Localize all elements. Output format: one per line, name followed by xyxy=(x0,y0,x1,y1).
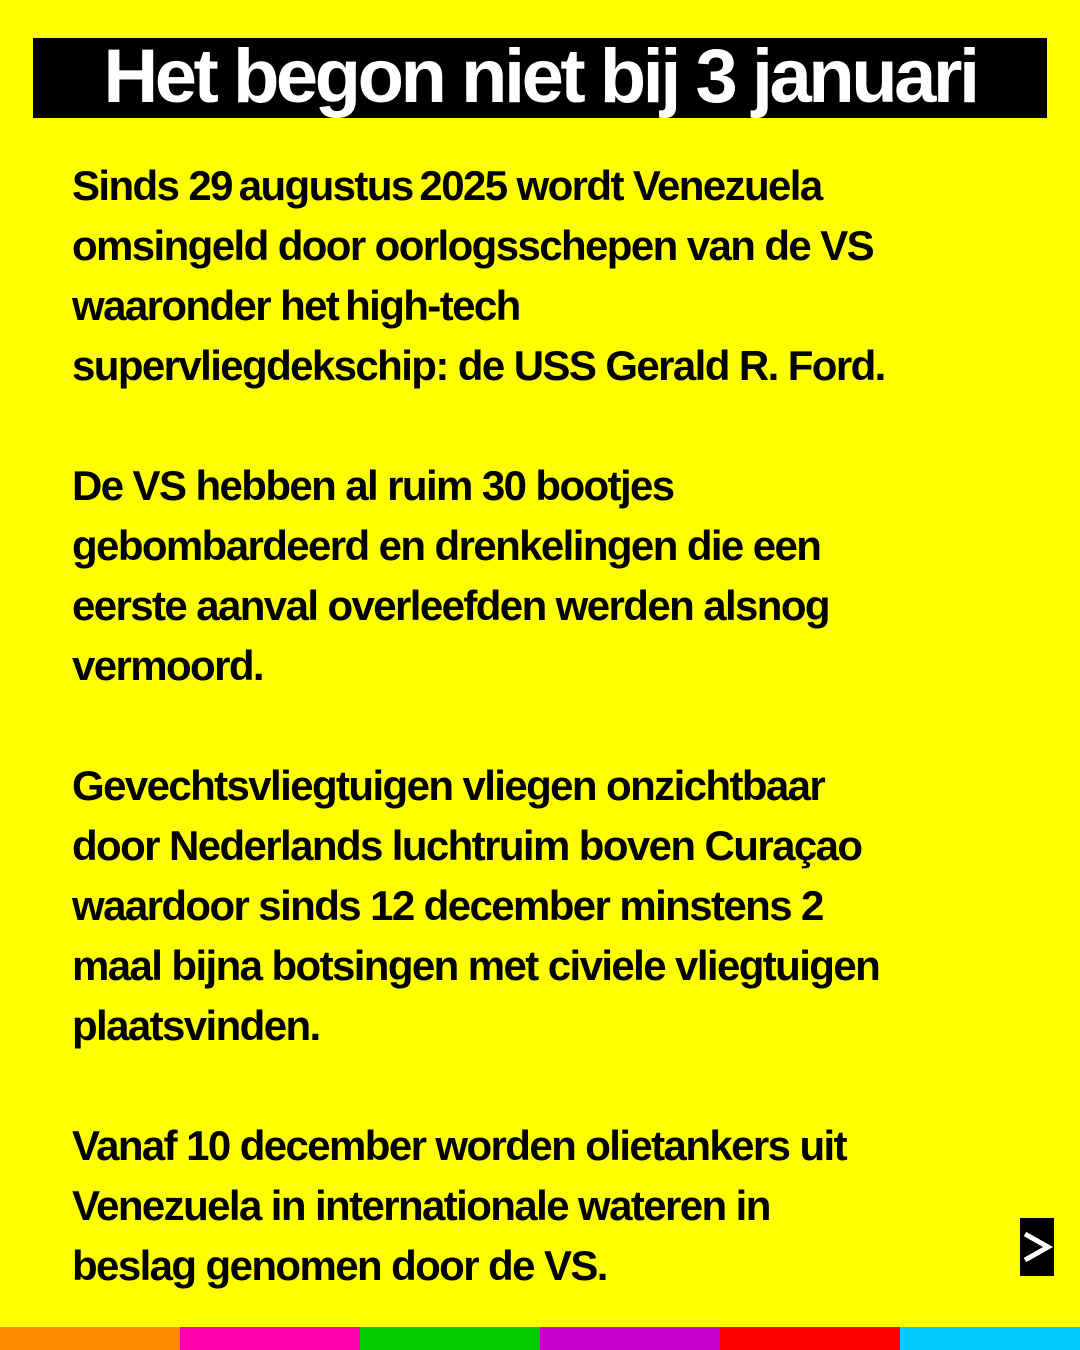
paragraph-line: waaronder het high-tech xyxy=(72,282,520,329)
paragraph-line: maal bijna botsingen met civiele vliegtuigen xyxy=(72,942,880,989)
paragraph-line: Venezuela in internationale wateren in xyxy=(72,1182,770,1229)
color-strip-segment xyxy=(0,1327,180,1350)
paragraph-line: beslag genomen door de VS. xyxy=(72,1242,607,1289)
color-strip-segment xyxy=(360,1327,540,1350)
color-strip xyxy=(0,1327,1080,1350)
paragraph-line: eerste aanval overleefden werden alsnog xyxy=(72,582,829,629)
paragraph-line: De VS hebben al ruim 30 bootjes xyxy=(72,462,674,509)
color-strip-segment xyxy=(720,1327,900,1350)
color-strip-segment xyxy=(180,1327,360,1350)
paragraph-line: omsingeld door oorlogsschepen van de VS xyxy=(72,222,874,269)
next-slide-button[interactable] xyxy=(1020,1218,1054,1276)
color-strip-segment xyxy=(900,1327,1080,1350)
body-text xyxy=(72,156,1012,1296)
paragraph-line: gebombardeerd en drenkelingen die een xyxy=(72,522,821,569)
paragraph-line: Vanaf 10 december worden olietankers uit xyxy=(72,1122,846,1169)
paragraph-boats xyxy=(72,456,1012,696)
paragraph-line: door Nederlands luchtruim boven Curaçao xyxy=(72,822,862,869)
title-bar xyxy=(33,38,1047,118)
paragraph-fighter-jets xyxy=(72,756,1012,1056)
color-strip-segment xyxy=(540,1327,720,1350)
paragraph-line: plaatsvinden. xyxy=(72,1002,320,1049)
paragraph-line: waardoor sinds 12 december minstens 2 xyxy=(72,882,823,929)
chevron-right-icon xyxy=(1020,1218,1054,1276)
paragraph-line: vermoord. xyxy=(72,642,263,689)
paragraph-line: Sinds 29 augustus 2025 wordt Venezuela xyxy=(72,162,822,209)
paragraph-line: supervliegdekschip: de USS Gerald R. Ford. xyxy=(72,342,885,389)
paragraph-warships xyxy=(72,156,1012,396)
paragraph-oil-tankers xyxy=(72,1116,1012,1296)
page-title: Het begon niet bij 3 januari xyxy=(103,38,977,118)
paragraph-line: Gevechtsvliegtuigen vliegen onzichtbaar xyxy=(72,762,825,809)
